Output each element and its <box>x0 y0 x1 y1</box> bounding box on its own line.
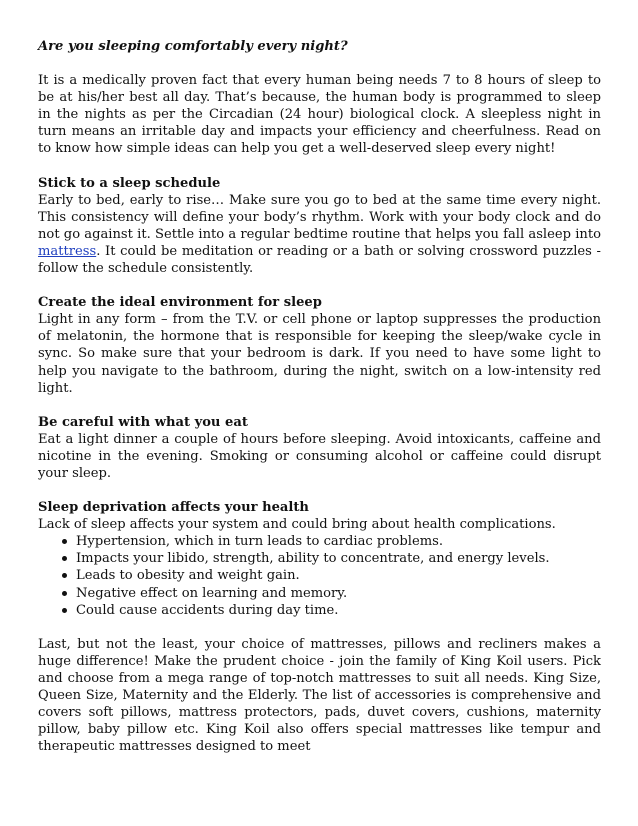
list-item-text: Could cause accidents during day time. <box>76 602 339 618</box>
bullet-icon <box>62 608 67 613</box>
list-item <box>62 533 601 550</box>
list-item <box>62 550 601 567</box>
sleep-schedule-paragraph <box>38 192 601 277</box>
sleep-schedule-text-before: Early to bed, early to rise… Make sure you go to bed at the same time every night. This consistency will define your body’s rhythm. Work with your body clock and do not go against it. Settle into a regular bedtime routine that helps you fall asleep into <box>38 192 601 242</box>
eat-paragraph: Eat a light dinner a couple of hours before sleeping. Avoid intoxicants, caffeine and nicotine in the evening. Smoking or consuming alcohol or caffeine could disrupt your sleep. <box>38 431 601 481</box>
health-bullet-list <box>38 533 601 618</box>
list-item-text: Leads to obesity and weight gain. <box>76 568 300 584</box>
intro-paragraph: It is a medically proven fact that every human being needs 7 to 8 hours of sleep to be at his/her best all day. That’s because, the human body is programmed to sleep in the nights as per the Circadian (24 hour) biological clock. A sleepless night in turn means an irritable day and impacts your efficiency and cheerfulness. Read on to know how simple ideas can help you get a well-deserved sleep every night! <box>38 73 601 157</box>
bullet-icon <box>62 556 67 561</box>
list-item <box>62 602 601 619</box>
section-heading-sleep-schedule: Stick to a sleep schedule <box>38 175 221 191</box>
sleep-schedule-text-after: . It could be meditation or reading or a bath or solving crossword puzzles - follow the schedule consistently. <box>38 243 601 277</box>
health-paragraph: Lack of sleep affects your system and could bring about health complications. <box>38 517 556 533</box>
section-health <box>38 499 601 619</box>
section-closing <box>38 636 601 756</box>
bullet-icon <box>62 591 67 596</box>
section-heading-eat: Be careful with what you eat <box>38 414 248 430</box>
section-eat <box>38 414 601 482</box>
section-environment <box>38 294 601 397</box>
bullet-icon <box>62 573 67 578</box>
environment-paragraph: Light in any form – from the T.V. or cell phone or laptop suppresses the production of melatonin, the hormone that is responsible for keeping the sleep/wake cycle in sync. So make sure that your bedroom is dark. If you need to have some light to help you navigate to the bathroom, during the night, switch on a low-intensity red light. <box>38 312 601 396</box>
closing-paragraph: Last, but not the least, your choice of mattresses, pillows and recliners makes a huge difference! Make the prudent choice - join the family of King Koil users. Pick and choose from a mega range of top-notch mattresses to suit all needs. King Size, Queen Size, Maternity and the Elderly. The list of accessories is comprehensive and covers soft pillows, mattress protectors, pads, duvet covers, cushions, maternity pillow, baby pillow etc. King Koil also offers special mattresses like tempur and therapeutic mattresses designed to meet <box>38 636 601 755</box>
section-heading-environment: Create the ideal environment for sleep <box>38 295 322 311</box>
section-sleep-schedule <box>38 175 601 278</box>
list-item-text: Hypertension, which in turn leads to cardiac problems. <box>76 534 444 550</box>
list-item-text: Impacts your libido, strength, ability to concentrate, and energy levels. <box>76 551 550 567</box>
list-item <box>62 567 601 584</box>
document-page <box>38 38 601 755</box>
list-item-text: Negative effect on learning and memory. <box>76 585 348 601</box>
list-item <box>62 585 601 602</box>
mattress-link[interactable]: mattress <box>38 243 97 259</box>
section-heading-health: Sleep deprivation affects your health <box>38 500 309 516</box>
document-title: Are you sleeping comfortably every night? <box>38 39 348 54</box>
bullet-icon <box>62 539 67 544</box>
